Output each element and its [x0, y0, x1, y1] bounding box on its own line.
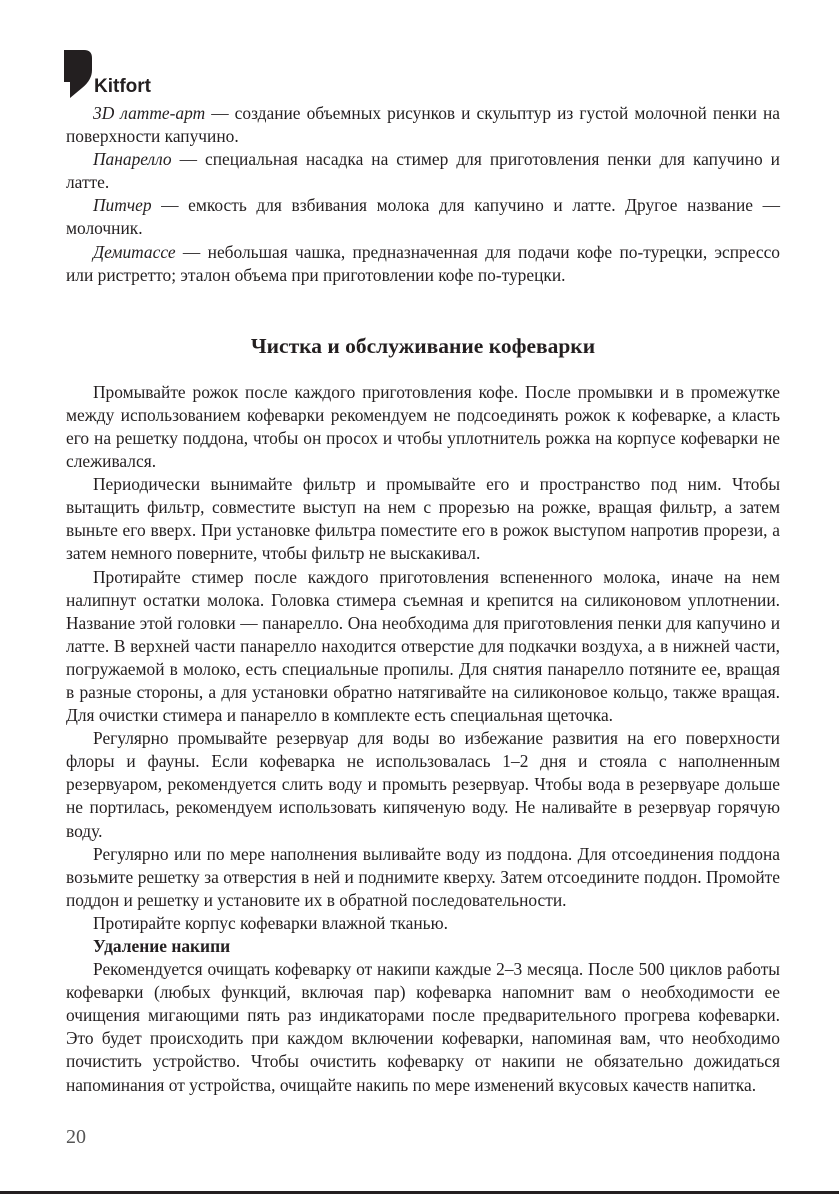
body-paragraph: Промывайте рожок после каждого приготовления кофе. После промывки и в промежутке между использованием кофеварки рекомендуем не подсоединять рожок к кофеварке, а класть его на решетку поддона, чтобы он просох и чтобы уплотнитель рожка на корпусе кофеварки не слеживался.	[66, 381, 780, 472]
body-paragraph: Регулярно или по мере наполнения выливайте воду из поддона. Для отсоединения поддона возьмите решетку за отверстия в ней и поднимите кверху. Затем отсоедините поддон. Промойте поддон и решетку и установите их в обратной последовательности.	[66, 843, 780, 910]
glossary-definition: — емкость для взбивания молока для капучино и латте. Другое название — молочник.	[66, 195, 780, 239]
glossary-entry	[66, 241, 780, 287]
kitfort-logo-icon	[64, 50, 92, 98]
subsection-heading: Удаление накипи	[93, 936, 231, 956]
glossary-definition: — небольшая чашка, предназначенная для подачи кофе по-турецки, эспрессо или ристретто; эталон объема при приготовлении кофе по-турецки.	[66, 241, 780, 285]
page-number: 20	[66, 1126, 86, 1148]
glossary-entry	[66, 194, 780, 240]
glossary-term: Панарелло	[93, 149, 172, 170]
body-paragraph: Рекомендуется очищать кофеварку от накипи каждые 2–3 месяца. После 500 циклов работы кофеварки (любых функций, включая пар) кофеварка напомнит вам о необходимости ее очищения мигающими пять раз индикаторами после предварительного прогрева кофеварки. Это будет происходить при каждом включении кофеварки, напоминая вам, что необходимо почистить устройство. Чтобы очистить кофеварку от накипи не обязательно дожидаться напоминания от устройства, очищайте накипь по мере изменений вкусовых качеств напитка.	[66, 959, 780, 1095]
glossary-entry	[66, 102, 780, 148]
glossary-definition: — специальная насадка на стимер для приготовления пенки для капучино и латте.	[66, 149, 780, 193]
body-paragraph: Регулярно промывайте резервуар для воды во избежание развития на его поверхности флоры и фауны. Если кофеварка не использовалась 1–2 дня и стояла с наполненным резервуаром, рекомендуется слить воду и промыть резервуар. Чтобы вода в резервуаре дольше не портилась, рекомендуем использовать кипяченую воду. Не наливайте в резервуар горячую воду.	[66, 728, 780, 841]
glossary-term: 3D латте-арт	[93, 103, 206, 123]
glossary-term: Демитассе	[93, 241, 176, 262]
glossary-definition: — создание объемных рисунков и скульптур из густой молочной пенки на поверхности капучино.	[66, 103, 780, 147]
glossary-term: Питчер	[93, 195, 152, 216]
glossary-entry	[66, 148, 780, 194]
body-paragraph: Протирайте стимер после каждого приготовления вспененного молока, иначе на нем налипнут остатки молока. Головка стимера съемная и крепится на силиконовом уплотнении. Название этой головки — панарелло. Она необходима для приготовления пенки для капучино и латте. В верхней части панарелло находится отверстие для подкачки воздуха, а в нижней части, погружаемой в молоко, есть специальные пропилы. Для снятия панарелло потяните ее, вращая в разные стороны, а для установки обратно натягивайте на силиконовое кольцо, также вращая. Для очистки стимера и панарелло в комплекте есть специальная щеточка.	[66, 566, 780, 726]
section-heading: Чистка и обслуживание кофеварки	[250, 333, 596, 358]
body-paragraph: Периодически вынимайте фильтр и промывайте его и пространство под ним. Чтобы вытащить фильтр, совместите выступ на нем с прорезью на рожке, вращая фильтр, а затем выньте его вверх. При установке фильтра поместите его в рожок выступом напротив прорези, а затем немного поверните, чтобы фильтр не выскакивал.	[66, 474, 780, 564]
body-paragraph: Протирайте корпус кофеварки влажной тканью.	[93, 912, 448, 933]
brand-name: Kitfort	[94, 76, 151, 97]
page-content	[66, 102, 780, 1097]
